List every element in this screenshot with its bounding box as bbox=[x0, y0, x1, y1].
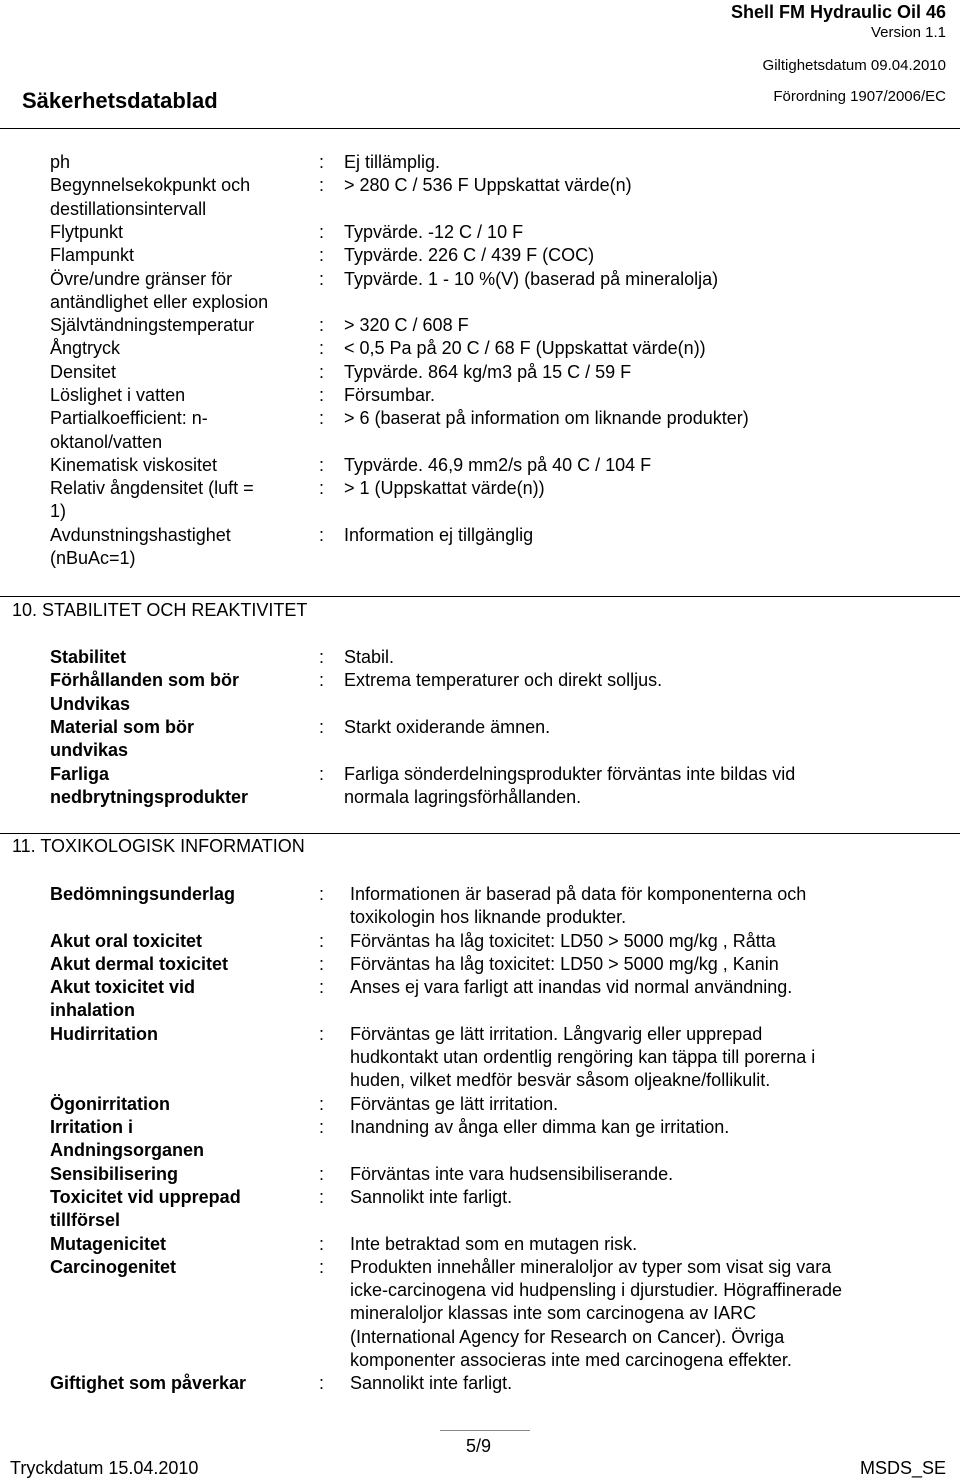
row-value: Försumbar. bbox=[344, 385, 436, 405]
row-label: Material som bör bbox=[50, 716, 195, 737]
row-label: Ångtryck bbox=[50, 338, 121, 359]
row-colon: : bbox=[319, 763, 325, 784]
row-colon: : bbox=[319, 385, 325, 405]
row-colon: : bbox=[319, 1093, 325, 1114]
row-value: Inandning av ånga eller dimma kan ge irritation. bbox=[350, 1117, 730, 1137]
table-row bbox=[0, 454, 960, 477]
row-label: tillförsel bbox=[50, 1210, 121, 1231]
row-value: Sannolikt inte farligt. bbox=[350, 1373, 513, 1394]
row-label: oktanol/vatten bbox=[50, 431, 163, 452]
row-value: komponenter associeras inte med carcinogena effekter. bbox=[350, 1349, 792, 1370]
row-colon: : bbox=[319, 175, 325, 196]
row-colon: : bbox=[319, 1373, 325, 1394]
row-colon: : bbox=[319, 315, 325, 336]
table-row bbox=[0, 930, 960, 953]
row-colon: : bbox=[319, 268, 325, 289]
row-colon: : bbox=[319, 338, 325, 359]
row-colon: : bbox=[319, 716, 325, 737]
row-value: Typvärde. 1 - 10 %(V) (baserad på mineralolja) bbox=[344, 268, 719, 289]
row-label: Stabilitet bbox=[50, 647, 127, 667]
validity-date: Giltighetsdatum 09.04.2010 bbox=[762, 57, 946, 74]
row-label: Flytpunkt bbox=[50, 221, 124, 242]
row-value: > 320 C / 608 F bbox=[344, 315, 469, 336]
row-value: Förväntas ge lätt irritation. Långvarig eller upprepad bbox=[350, 1023, 763, 1044]
table-row bbox=[0, 384, 960, 407]
table-row bbox=[0, 174, 960, 221]
row-label: 1) bbox=[50, 501, 67, 522]
table-row bbox=[0, 524, 960, 571]
row-value: (International Agency for Research on Cancer). Övriga bbox=[350, 1326, 785, 1347]
row-colon: : bbox=[319, 884, 325, 904]
row-value: icke-carcinogena vid hudpensling i djurstudier. Högraffinerade bbox=[350, 1280, 842, 1301]
version: Version 1.1 bbox=[870, 24, 946, 41]
row-label: Sensibilisering bbox=[50, 1163, 179, 1184]
row-value: normala lagringsförhållanden. bbox=[344, 786, 582, 807]
row-label: Irritation i bbox=[50, 1117, 134, 1137]
row-label: Giftighet som påverkar bbox=[50, 1373, 247, 1394]
row-colon: : bbox=[319, 454, 325, 475]
table-row bbox=[0, 976, 960, 1023]
regulation: Förordning 1907/2006/EC bbox=[773, 88, 946, 105]
row-label: Flampunkt bbox=[50, 245, 135, 266]
row-label: (nBuAc=1) bbox=[50, 548, 136, 569]
table-row bbox=[0, 337, 960, 360]
row-label: inhalation bbox=[50, 1000, 135, 1021]
row-colon: : bbox=[319, 670, 325, 691]
doc-code: MSDS_SE bbox=[859, 1458, 946, 1478]
table-row bbox=[0, 1256, 960, 1373]
row-label: Begynnelsekokpunkt och bbox=[50, 175, 251, 196]
row-label: Löslighet i vatten bbox=[50, 385, 186, 405]
row-colon: : bbox=[319, 361, 325, 382]
row-colon: : bbox=[319, 245, 325, 266]
section10-rule bbox=[0, 596, 960, 597]
table-row bbox=[0, 244, 960, 267]
row-label: Undvikas bbox=[50, 693, 131, 714]
table-row bbox=[0, 1372, 960, 1395]
section11-title: 11. TOXIKOLOGISK INFORMATION bbox=[12, 836, 305, 856]
row-label: Självtändningstemperatur bbox=[50, 315, 255, 336]
row-label: Akut toxicitet vid bbox=[50, 977, 196, 998]
footer-rule bbox=[440, 1430, 530, 1431]
row-label: destillationsintervall bbox=[50, 198, 207, 219]
table-row bbox=[0, 1233, 960, 1256]
header-rule bbox=[0, 128, 960, 129]
row-colon: : bbox=[319, 977, 325, 998]
row-value: Sannolikt inte farligt. bbox=[350, 1186, 513, 1207]
row-colon: : bbox=[319, 930, 325, 951]
table-row bbox=[0, 151, 960, 174]
row-value: > 280 C / 536 F Uppskattat värde(n) bbox=[344, 175, 632, 196]
row-label: Akut dermal toxicitet bbox=[50, 953, 229, 974]
row-value: Förväntas ha låg toxicitet: LD50 > 5000 mg/kg , Kanin bbox=[350, 953, 779, 974]
row-value: Inte betraktad som en mutagen risk. bbox=[350, 1233, 638, 1254]
row-label: Övre/undre gränser för bbox=[50, 268, 233, 289]
row-value: > 6 (baserat på information om liknande produkter) bbox=[344, 408, 749, 429]
row-colon: : bbox=[319, 953, 325, 974]
row-label: nedbrytningsprodukter bbox=[50, 786, 249, 807]
row-value: Starkt oxiderande ämnen. bbox=[344, 716, 551, 737]
row-label: Bedömningsunderlag bbox=[50, 884, 236, 904]
table-row bbox=[0, 763, 960, 810]
row-colon: : bbox=[319, 221, 325, 242]
row-colon: : bbox=[319, 408, 325, 429]
row-value: Extrema temperaturer och direkt solljus. bbox=[344, 670, 663, 691]
row-value: Ej tillämplig. bbox=[344, 152, 441, 172]
row-label: undvikas bbox=[50, 740, 129, 761]
row-label: Andningsorganen bbox=[50, 1140, 204, 1161]
row-value: Informationen är baserad på data för komponenterna och bbox=[350, 884, 807, 904]
row-value: Förväntas ge lätt irritation. bbox=[350, 1093, 559, 1114]
row-colon: : bbox=[319, 524, 325, 545]
section10-title: 10. STABILITET OCH REAKTIVITET bbox=[12, 600, 308, 620]
row-colon: : bbox=[319, 1023, 325, 1044]
row-value: > 1 (Uppskattat värde(n)) bbox=[344, 478, 545, 499]
row-label: antändlighet eller explosion bbox=[50, 291, 269, 312]
row-value: toxikologin hos liknande produkter. bbox=[350, 907, 627, 928]
row-colon: : bbox=[319, 1163, 325, 1184]
table-row bbox=[0, 669, 960, 716]
table-row bbox=[0, 646, 960, 669]
row-label: Akut oral toxicitet bbox=[50, 930, 203, 951]
table-row bbox=[0, 361, 960, 384]
row-label: ph bbox=[50, 152, 71, 172]
row-value: Information ej tillgänglig bbox=[344, 524, 534, 545]
table-row bbox=[0, 314, 960, 337]
row-label: Hudirritation bbox=[50, 1023, 158, 1044]
row-value: hudkontakt utan ordentlig rengöring kan täppa till porerna i bbox=[350, 1047, 816, 1068]
row-value: Typvärde. 864 kg/m3 på 15 C / 59 F bbox=[344, 361, 632, 382]
row-colon: : bbox=[319, 1233, 325, 1254]
row-label: Carcinogenitet bbox=[50, 1256, 177, 1277]
row-value: Typvärde. 46,9 mm2/s på 40 C / 104 F bbox=[344, 454, 652, 475]
row-label: Densitet bbox=[50, 361, 117, 382]
row-value: Produkten innehåller mineraloljor av typer som visat sig vara bbox=[350, 1256, 832, 1277]
table-row bbox=[0, 883, 960, 930]
row-label: Partialkoefficient: n- bbox=[50, 408, 208, 429]
row-value: < 0,5 Pa på 20 C / 68 F (Uppskattat värde(n)) bbox=[344, 338, 706, 359]
table-row bbox=[0, 407, 960, 454]
row-value: Anses ej vara farligt att inandas vid normal användning. bbox=[350, 977, 793, 998]
table-row bbox=[0, 1186, 960, 1233]
row-value: Typvärde. -12 C / 10 F bbox=[344, 221, 524, 242]
row-label: Förhållanden som bör bbox=[50, 670, 240, 691]
table-row bbox=[0, 953, 960, 976]
table-row bbox=[0, 221, 960, 244]
row-colon: : bbox=[319, 647, 325, 667]
row-colon: : bbox=[319, 478, 325, 499]
row-colon: : bbox=[319, 1117, 325, 1137]
print-date: Tryckdatum 15.04.2010 bbox=[10, 1458, 199, 1478]
row-value: Förväntas inte vara hudsensibiliserande. bbox=[350, 1163, 674, 1184]
row-label: Kinematisk viskositet bbox=[50, 454, 218, 475]
row-label: Relativ ångdensitet (luft = bbox=[50, 478, 254, 499]
table-row bbox=[0, 1093, 960, 1116]
row-colon: : bbox=[319, 1256, 325, 1277]
table-row bbox=[0, 716, 960, 763]
section11-rule bbox=[0, 833, 960, 834]
row-value: huden, vilket medför besvär såsom oljeakne/follikulit. bbox=[350, 1070, 771, 1091]
table-row bbox=[0, 1116, 960, 1163]
table-row bbox=[0, 268, 960, 315]
product-name: Shell FM Hydraulic Oil 46 bbox=[730, 2, 946, 22]
table-row bbox=[0, 477, 960, 524]
doc-title: Säkerhetsdatablad bbox=[22, 88, 218, 113]
row-value: Typvärde. 226 C / 439 F (COC) bbox=[344, 245, 595, 266]
row-colon: : bbox=[319, 1186, 325, 1207]
table-row bbox=[0, 1023, 960, 1093]
row-value: Förväntas ha låg toxicitet: LD50 > 5000 mg/kg , Råtta bbox=[350, 930, 776, 951]
row-label: Avdunstningshastighet bbox=[50, 524, 231, 545]
row-value: Stabil. bbox=[344, 647, 395, 667]
row-label: Mutagenicitet bbox=[50, 1233, 167, 1254]
page-number: 5/9 bbox=[466, 1436, 492, 1456]
row-value: Farliga sönderdelningsprodukter förväntas inte bildas vid bbox=[344, 763, 796, 784]
row-label: Toxicitet vid upprepad bbox=[50, 1186, 241, 1207]
row-label: Farliga bbox=[50, 763, 110, 784]
row-colon: : bbox=[319, 152, 325, 172]
row-value: mineraloljor klassas inte som carcinogena av IARC bbox=[350, 1303, 757, 1324]
table-row bbox=[0, 1163, 960, 1186]
row-label: Ögonirritation bbox=[50, 1093, 170, 1114]
